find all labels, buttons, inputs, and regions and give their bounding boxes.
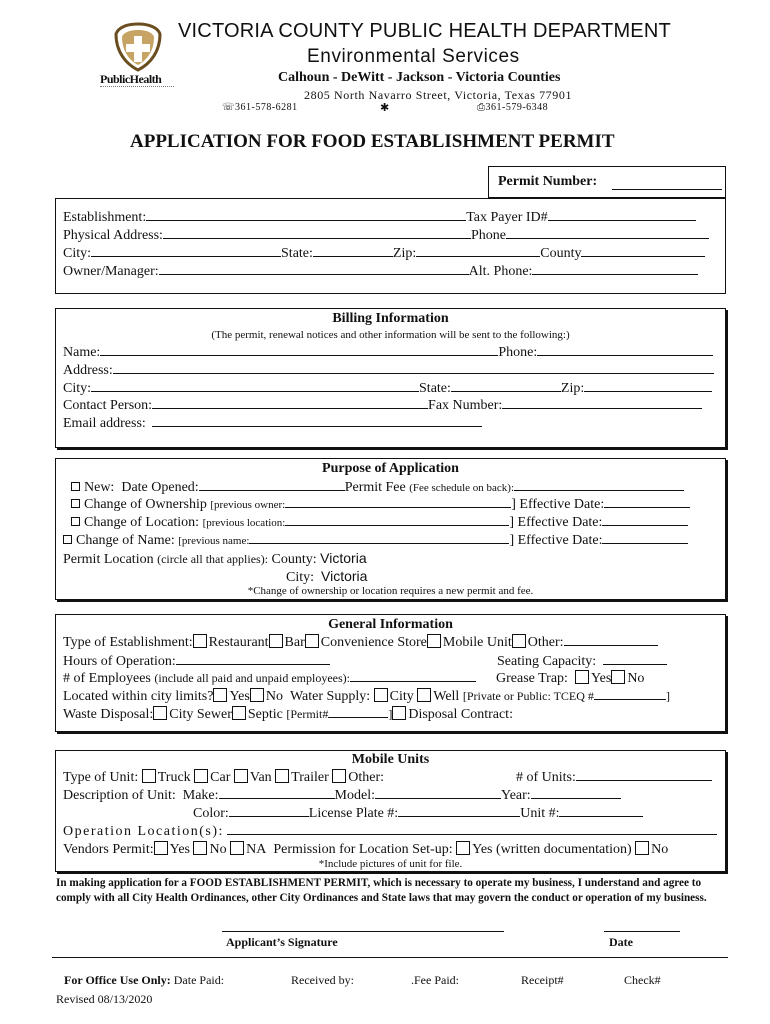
- office-use-label: For Office Use Only:: [64, 973, 171, 987]
- contact-person-label: Contact Person:: [63, 398, 153, 413]
- septic-permit-label: [Permit#: [286, 707, 329, 721]
- employees-label: # of Employees: [63, 671, 151, 686]
- prev-name-label: [previous name:: [178, 535, 250, 547]
- change-location-checkbox[interactable]: [71, 517, 80, 526]
- num-units-field[interactable]: [576, 769, 712, 781]
- permit-number-label: Permit Number:: [498, 174, 598, 189]
- purpose-row-owner: [71, 496, 690, 514]
- county-label: County: [540, 246, 582, 261]
- water-city-label: City: [389, 689, 414, 704]
- make-label: Make:: [182, 788, 219, 803]
- prev-name-field[interactable]: [249, 532, 509, 544]
- billing-row-4: [63, 397, 702, 414]
- fee-note: (Fee schedule on back):: [409, 482, 514, 494]
- city-limits-yes-checkbox[interactable]: [213, 688, 227, 702]
- billing-zip-field[interactable]: [584, 380, 712, 392]
- city-field[interactable]: [91, 245, 281, 257]
- hours-label: Hours of Operation:: [63, 654, 176, 669]
- billing-phone-label: Phone:: [498, 345, 538, 360]
- new-checkbox[interactable]: [71, 482, 80, 491]
- purpose-row-location: [71, 514, 688, 532]
- city-location-label: City:: [286, 570, 315, 585]
- permission-no-label: No: [651, 842, 669, 857]
- zip-field[interactable]: [416, 245, 540, 257]
- phone-number: 361-578-6281: [235, 102, 298, 113]
- unit-number-label: Unit #:: [520, 806, 560, 821]
- change-owner-checkbox[interactable]: [71, 499, 80, 508]
- permit-number-field[interactable]: [612, 178, 722, 190]
- purpose-title: Purpose of Application: [322, 461, 459, 476]
- seating-field[interactable]: [603, 653, 667, 665]
- color-label: Color:: [193, 806, 229, 821]
- check-label: Check#: [624, 973, 661, 987]
- phone-label: Phone: [470, 228, 506, 243]
- establishment-row-2: [63, 227, 709, 244]
- grease-yes-checkbox[interactable]: [575, 670, 589, 684]
- fax-number-label: Fax Number:: [428, 398, 503, 413]
- truck-label: Truck: [157, 770, 191, 785]
- establishment-field[interactable]: [146, 209, 466, 221]
- septic-label: Septic: [247, 707, 283, 722]
- vendors-no-label: No: [209, 842, 227, 857]
- prev-location-field[interactable]: [285, 514, 509, 526]
- alt-phone-field[interactable]: [532, 263, 698, 275]
- restaurant-checkbox[interactable]: [193, 634, 207, 648]
- year-field[interactable]: [531, 787, 621, 799]
- fax-line: [477, 102, 548, 113]
- fax-icon: ⎙: [477, 102, 486, 113]
- mobile-row-description: [63, 787, 621, 804]
- trailer-label: Trailer: [291, 770, 329, 785]
- other-unit-label: Other:: [348, 770, 385, 785]
- vendors-permit-label: Vendors Permit:: [63, 842, 154, 857]
- model-label: Model:: [334, 788, 375, 803]
- date-opened-label: Date Opened:: [121, 480, 199, 495]
- county-location-value[interactable]: Victoria: [320, 550, 367, 566]
- prev-owner-field[interactable]: [285, 496, 511, 508]
- bar-checkbox[interactable]: [269, 634, 283, 648]
- contact-person-field[interactable]: [152, 397, 428, 409]
- mobile-row-operation: [63, 823, 717, 840]
- vendors-na-label: NA: [246, 842, 267, 857]
- city-limits-no-checkbox[interactable]: [250, 688, 264, 702]
- change-name-checkbox[interactable]: [63, 535, 72, 544]
- city-location-value[interactable]: Victoria: [321, 568, 368, 584]
- billing-state-field[interactable]: [451, 380, 561, 392]
- state-field[interactable]: [313, 245, 393, 257]
- permit-fee-field[interactable]: [514, 479, 684, 491]
- mobile-row-type: [63, 769, 384, 786]
- make-field[interactable]: [219, 787, 335, 799]
- general-row-grease: [496, 670, 644, 687]
- water-well-checkbox[interactable]: [417, 688, 431, 702]
- fee-paid-label: .Fee Paid:: [411, 973, 459, 987]
- type-establishment-label: Type of Establishment:: [63, 635, 193, 650]
- establishment-row-1: [63, 209, 696, 226]
- phone-line: [222, 102, 298, 113]
- billing-row-5: [63, 415, 482, 432]
- bracket-close: ]: [509, 515, 515, 530]
- billing-row-2: [63, 362, 714, 379]
- billing-row-1: [63, 344, 713, 361]
- mobile-unit-label: Mobile Unit: [442, 635, 512, 650]
- permit-fee-label: Permit Fee: [344, 480, 406, 495]
- grease-no-checkbox[interactable]: [611, 670, 625, 684]
- employees-field[interactable]: [350, 670, 476, 682]
- truck-checkbox[interactable]: [142, 769, 156, 783]
- phone-field[interactable]: [506, 227, 709, 239]
- billing-city-field[interactable]: [91, 380, 419, 392]
- permission-no-checkbox[interactable]: [635, 841, 649, 855]
- grease-yes-label: Yes: [590, 671, 612, 686]
- office-date-paid: [64, 973, 224, 988]
- change-name-label: Change of Name:: [76, 533, 175, 548]
- other-type-field[interactable]: [564, 634, 658, 646]
- unit-type-label: Type of Unit:: [63, 770, 139, 785]
- vendors-no-checkbox[interactable]: [193, 841, 207, 855]
- septic-checkbox[interactable]: [232, 706, 246, 720]
- signature-line[interactable]: [222, 931, 504, 932]
- revised-date: Revised 08/13/2020: [56, 992, 153, 1006]
- well-note: [Private or Public: TCEQ #: [462, 689, 594, 703]
- email-field[interactable]: [152, 415, 482, 427]
- effective-date-label: Effective Date:: [517, 515, 603, 530]
- prev-location-label: [previous location:: [202, 517, 286, 529]
- mobile-row-units: [516, 769, 712, 786]
- num-units-label: # of Units:: [516, 770, 576, 785]
- received-by-label: Received by:: [291, 973, 354, 987]
- grease-no-label: No: [627, 671, 645, 686]
- city-limits-no-label: No: [265, 689, 283, 704]
- year-label: Year:: [500, 788, 531, 803]
- mobile-title: Mobile Units: [351, 752, 430, 767]
- header-separator-icon: ✱: [380, 102, 390, 114]
- bar-label: Bar: [284, 635, 305, 650]
- water-city-checkbox[interactable]: [374, 688, 388, 702]
- office-divider: [52, 957, 728, 958]
- seating-label: Seating Capacity:: [497, 654, 597, 669]
- permission-label: Permission for Location Set-up:: [273, 842, 453, 857]
- date-paid-label: Date Paid:: [173, 973, 225, 987]
- water-well-label: Well: [433, 689, 460, 704]
- waste-disposal-label: Waste Disposal:: [63, 707, 154, 722]
- receipt-label: Receipt#: [521, 973, 564, 987]
- purpose-footnote: *Change of ownership or location requires a new permit and fee.: [247, 585, 534, 597]
- mobile-unit-checkbox[interactable]: [427, 634, 441, 648]
- employees-note: (include all paid and unpaid employees):: [154, 671, 350, 685]
- owner-field[interactable]: [159, 263, 469, 275]
- general-row-seating: [497, 653, 667, 670]
- vendors-yes-checkbox[interactable]: [154, 841, 168, 855]
- billing-phone-field[interactable]: [537, 344, 713, 356]
- circle-note: (circle all that applies):: [157, 552, 269, 566]
- vendors-yes-label: Yes: [169, 842, 190, 857]
- county-field[interactable]: [581, 245, 705, 257]
- effective-date-label: Effective Date:: [519, 497, 605, 512]
- signature-label: Applicant’s Signature: [226, 935, 338, 949]
- owner-label: Owner/Manager:: [63, 264, 159, 279]
- department-title: VICTORIA COUNTY PUBLIC HEALTH DEPARTMENT: [178, 20, 671, 42]
- purpose-row-city: [286, 568, 367, 586]
- zip-label: Zip:: [392, 246, 417, 261]
- counties-line: Calhoun - DeWitt - Jackson - Victoria Counties: [278, 70, 561, 85]
- license-plate-label: License Plate #:: [308, 806, 399, 821]
- convenience-checkbox[interactable]: [305, 634, 319, 648]
- disposal-contract-checkbox[interactable]: [392, 706, 406, 720]
- agreement-statement: In making application for a FOOD ESTABLISHMENT PERMIT, which is necessary to operate my business, I understand and agree to comply with all City Health Ordinances, other City Ordinances and State laws that may govern the conduct or operation of my business.: [56, 877, 707, 904]
- division-title: Environmental Services: [307, 46, 520, 67]
- permission-yes-checkbox[interactable]: [456, 841, 470, 855]
- operation-location-label: Operation Location(s):: [63, 824, 224, 839]
- purpose-row-name: [63, 532, 688, 550]
- county-location-label: County:: [271, 552, 317, 567]
- logo: [112, 22, 164, 72]
- city-limits-yes-label: Yes: [229, 689, 250, 704]
- permission-yes-label: Yes (written documentation): [472, 842, 632, 857]
- form-title: APPLICATION FOR FOOD ESTABLISHMENT PERMIT: [130, 131, 615, 152]
- general-row-waste: Waste Disposal: City Sewer Septic [Permit# ] Disposal Contract:: [63, 707, 513, 722]
- restaurant-label: Restaurant: [208, 635, 269, 650]
- disposal-contract-label: Disposal Contract:: [408, 707, 513, 722]
- taxpayer-label: Tax Payer ID#: [466, 210, 548, 225]
- bracket-close: ]: [511, 497, 516, 512]
- date-line[interactable]: [604, 931, 680, 932]
- prev-owner-label: [previous owner:: [210, 499, 286, 511]
- effective-date-location-field[interactable]: [602, 514, 688, 526]
- license-plate-field[interactable]: [398, 805, 520, 817]
- logo-text: PublicHealth: [100, 72, 162, 86]
- change-owner-label: Change of Ownership: [84, 497, 207, 512]
- taxpayer-field[interactable]: [548, 209, 696, 221]
- effective-date-name-field[interactable]: [602, 532, 688, 544]
- billing-note: (The permit, renewal notices and other information will be sent to the following:): [211, 329, 570, 341]
- effective-date-owner-field[interactable]: [604, 496, 690, 508]
- hours-field[interactable]: [176, 653, 330, 665]
- other-unit-checkbox[interactable]: [332, 769, 346, 783]
- state-label: State:: [281, 246, 313, 261]
- alt-phone-label: Alt. Phone:: [468, 264, 533, 279]
- city-sewer-checkbox[interactable]: [153, 706, 167, 720]
- physical-address-label: Physical Address:: [63, 228, 163, 243]
- other-type-label: Other:: [527, 635, 564, 650]
- permit-location-label: Permit Location: [63, 552, 154, 567]
- septic-permit-field[interactable]: [328, 708, 388, 718]
- general-title: General Information: [328, 617, 453, 632]
- billing-name-label: Name:: [63, 345, 101, 360]
- vendors-na-checkbox[interactable]: [230, 841, 244, 855]
- color-field[interactable]: [229, 805, 309, 817]
- shield-logo-icon: [112, 22, 164, 72]
- billing-address-label: Address:: [63, 363, 113, 378]
- billing-city-label: City:: [63, 381, 92, 396]
- car-label: Car: [210, 770, 231, 785]
- logo-subtext-line: [100, 86, 174, 87]
- grease-trap-label: Grease Trap:: [496, 671, 568, 686]
- general-row-hours: [63, 653, 330, 670]
- new-label: New:: [84, 480, 115, 495]
- physical-address-field[interactable]: [163, 227, 471, 239]
- fax-number: 361-579-6348: [485, 102, 549, 113]
- fax-number-field[interactable]: [502, 397, 702, 409]
- bracket-close: ]: [509, 533, 515, 548]
- tceq-field[interactable]: [594, 690, 666, 700]
- phone-icon: ☏: [222, 102, 236, 113]
- billing-row-3: [63, 380, 712, 397]
- car-checkbox[interactable]: [194, 769, 208, 783]
- trailer-checkbox[interactable]: [275, 769, 289, 783]
- van-label: Van: [249, 770, 272, 785]
- unit-number-field[interactable]: [559, 805, 643, 817]
- billing-title: Billing Information: [332, 311, 449, 326]
- establishment-label: Establishment:: [63, 210, 147, 225]
- city-sewer-label: City Sewer: [169, 707, 232, 722]
- convenience-label: Convenience Store: [320, 635, 427, 650]
- model-field[interactable]: [375, 787, 501, 799]
- general-row-type: [63, 634, 658, 651]
- general-row-employees: [63, 670, 476, 687]
- general-row-city-limits: Located within city limits? Yes No Water Supply: City Well [Private or Public: TCEQ # ]: [63, 689, 670, 704]
- purpose-row-new: [71, 479, 684, 497]
- effective-date-label: Effective Date:: [517, 533, 603, 548]
- address-line: 2805 North Navarro Street, Victoria, Texas 77901: [304, 88, 573, 102]
- city-limits-label: Located within city limits?: [63, 689, 214, 704]
- pictures-note: *Include pictures of unit for file.: [318, 858, 463, 870]
- mobile-row-color: [193, 805, 643, 822]
- other-type-checkbox[interactable]: [512, 634, 526, 648]
- mobile-row-vendors: [63, 841, 668, 858]
- purpose-row-permit-location: [63, 550, 367, 568]
- water-supply-label: Water Supply:: [289, 689, 371, 704]
- date-opened-field[interactable]: [199, 479, 345, 491]
- email-label: Email address:: [63, 416, 146, 431]
- establishment-row-4: [63, 263, 698, 280]
- van-checkbox[interactable]: [234, 769, 248, 783]
- description-label: Description of Unit:: [63, 788, 176, 803]
- billing-zip-label: Zip:: [560, 381, 585, 396]
- billing-address-field[interactable]: [113, 362, 714, 374]
- operation-location-field[interactable]: [227, 823, 717, 835]
- establishment-row-3: [63, 245, 705, 262]
- billing-state-label: State:: [419, 381, 451, 396]
- date-label: Date: [609, 935, 633, 949]
- city-label: City:: [63, 246, 92, 261]
- change-location-label: Change of Location:: [84, 515, 200, 530]
- billing-name-field[interactable]: [100, 344, 498, 356]
